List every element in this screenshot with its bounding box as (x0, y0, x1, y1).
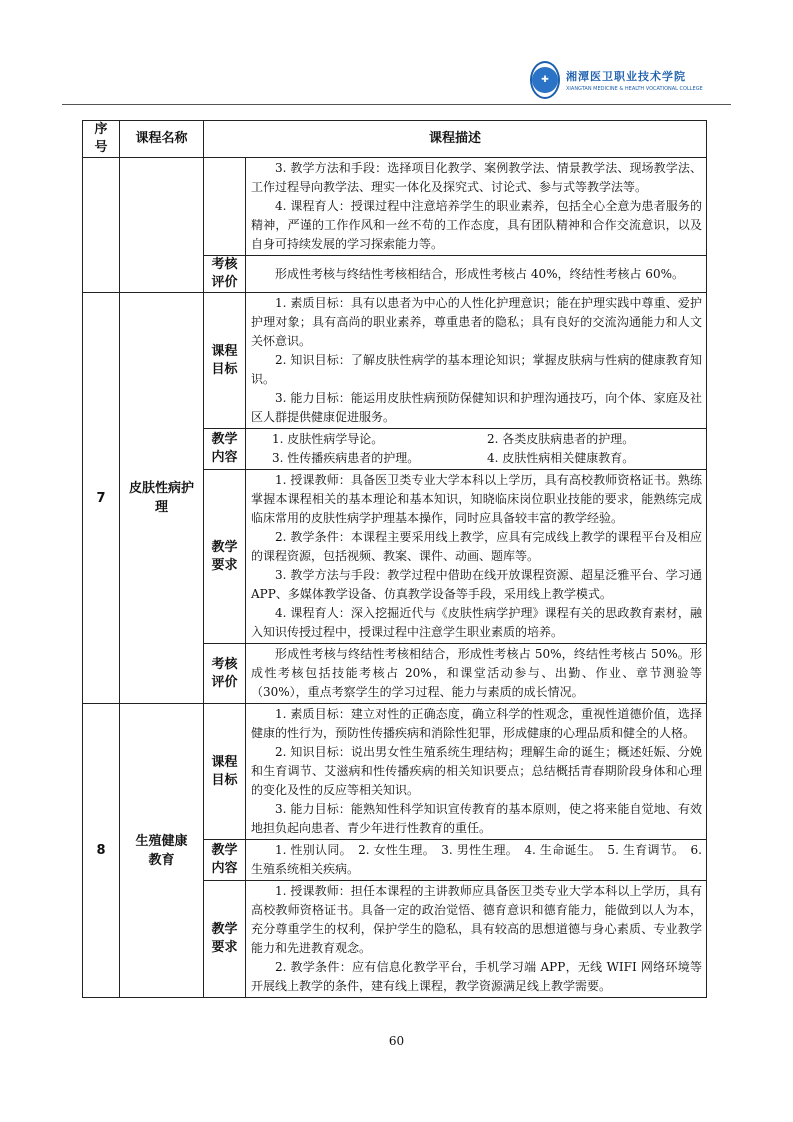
desc-paragraph: 3. 教学方法与手段：教学过程中借助在线开放课程资源、超星泛雅平台、学习通 APP、多媒体教学设备、仿真教学设备等手段，采用线上教学模式。 (251, 568, 702, 601)
logo-name-cn: 湘潭医卫职业技术学院 (566, 70, 686, 83)
sub-label-goals: 课程目标 (204, 704, 246, 840)
desc-paragraph: 形成性考核与终结性考核相结合，形成性考核占 40%，终结性考核占 60%。 (275, 266, 684, 281)
desc-paragraph: 2. 知识目标：了解皮肤性病学的基本理论知识；掌握皮肤病与性病的健康教育知识。 (251, 353, 702, 386)
page-number: 60 (388, 1034, 405, 1048)
desc-paragraph: 1. 素质目标：具有以患者为中心的人性化护理意识；能在护理实践中尊重、爱护护理对象；具有高尚的职业素养，尊重患者的隐私；具有良好的交流沟通能力和人文关怀意识。 (251, 296, 702, 348)
content-item: 3. 性传播疾病患者的护理。 (272, 451, 420, 465)
sub-label-content: 教学内容 (204, 429, 246, 470)
sub-label-requirements: 教学要求 (204, 470, 246, 644)
desc-paragraph: 1. 性别认同。 2. 女性生理。 3. 男性生理。 4. 生命诞生。 5. 生育调节。 6. 生殖系统相关疾病。 (251, 843, 702, 876)
content-item: 2. 各类皮肤病患者的护理。 (487, 432, 635, 446)
course-number: 7 (83, 293, 120, 704)
desc-paragraph: 2. 教学条件：本课程主要采用线上教学，应具有完成线上教学的课程平台及相应的课程资源，包括视频、教案、课件、动画、题库等。 (251, 530, 702, 563)
course-number: 8 (83, 704, 120, 998)
header-divider (62, 104, 731, 105)
header-desc: 课程描述 (204, 121, 707, 158)
sub-label-assessment: 考核评价 (204, 256, 246, 293)
desc-paragraph: 形成性考核与终结性考核相结合，形成性考核占 50%，终结性考核占 50%。形成性考核包括技能考核占 20%，和课堂活动参与、出勤、作业、章节测验等（30%），重点考察学生的学习过程、能力与素质的成长情况。 (251, 647, 702, 699)
content-item: 1. 皮肤性病学导论。 (272, 432, 384, 446)
sub-label-requirements: 教学要求 (204, 881, 246, 998)
course-name: 生殖健康教育 (120, 704, 204, 998)
desc-paragraph: 3. 能力目标：能熟知性科学知识宣传教育的基本原则，使之将来能自觉地、有效地担负起向患者、青少年进行性教育的重任。 (251, 802, 702, 835)
table-row (83, 158, 707, 256)
header-name: 课程名称 (120, 121, 204, 158)
sub-label-content: 教学内容 (204, 840, 246, 881)
header-no: 序号 (83, 121, 120, 158)
sub-label-goals: 课程目标 (204, 293, 246, 429)
desc-paragraph: 1. 授课教师：具备医卫类专业大学本科以上学历，具有高校教师资格证书。熟练掌握本课程相关的基本理论和基本知识，知晓临床岗位职业技能的要求，能熟练完成临床常用的皮肤性病学护理基本操作，同时应具备较丰富的教学经验。 (251, 473, 702, 525)
desc-paragraph: 1. 素质目标：建立对性的正确态度，确立科学的性观念，重视性道德价值，选择健康的性行为，预防性传播疾病和消除性犯罪，形成健康的心理品质和健全的人格。 (251, 707, 702, 740)
course-table (82, 120, 707, 998)
college-logo (530, 60, 703, 100)
table-row (83, 293, 707, 429)
logo-name-en: XIANGTAN MEDICINE & HEALTH VOCATIONAL COLLEGE (566, 86, 703, 92)
table-row (83, 704, 707, 840)
table-header-row (83, 121, 707, 158)
sub-label-assessment: 考核评价 (204, 644, 246, 704)
desc-paragraph: 2. 知识目标：说出男女性生殖系统生理结构；理解生命的诞生；概述妊娠、分娩和生育调节、艾滋病和性传播疾病的相关知识要点；总结概括青春期阶段身体和心理的变化及性的反应等相关知识。 (251, 745, 702, 797)
desc-paragraph: 4. 课程育人：深入挖掘近代与《皮肤性病学护理》课程有关的思政教育素材，融入知识传授过程中，授课过程中注意学生职业素质的培养。 (251, 606, 702, 639)
content-item: 4. 皮肤性病相关健康教育。 (487, 451, 635, 465)
desc-paragraph: 1. 授课教师：担任本课程的主讲教师应具备医卫类专业大学本科以上学历，具有高校教师资格证书。具备一定的政治觉悟、德育意识和德育能力，能做到以人为本，充分尊重学生的权利，保护学生的隐私，具有较高的思想道德与身心素质、专业教学能力和先进教育观念。 (251, 884, 702, 955)
desc-paragraph: 2. 教学条件：应有信息化教学平台，手机学习端 APP，无线 WIFI 网络环境等开展线上教学的条件，建有线上课程，教学资源满足线上教学需要。 (251, 960, 702, 993)
course-name: 皮肤性病护理 (120, 293, 204, 704)
college-seal-icon: ✚ (530, 61, 560, 99)
desc-paragraph: 3. 能力目标：能运用皮肤性病预防保健知识和护理沟通技巧，向个体、家庭及社区人群提供健康促进服务。 (251, 391, 702, 424)
desc-paragraph: 3. 教学方法和手段：选择项目化教学、案例教学法、情景教学法、现场教学法、工作过程导向教学法、理实一体化及探究式、讨论式、参与式等教学法等。 (251, 161, 702, 194)
desc-paragraph: 4. 课程育人：授课过程中注意培养学生的职业素养，包括全心全意为患者服务的精神，严谨的工作作风和一丝不苟的工作态度，具有团队精神和合作交流意识，以及自身可持续发展的学习探索能力等。 (251, 199, 702, 251)
